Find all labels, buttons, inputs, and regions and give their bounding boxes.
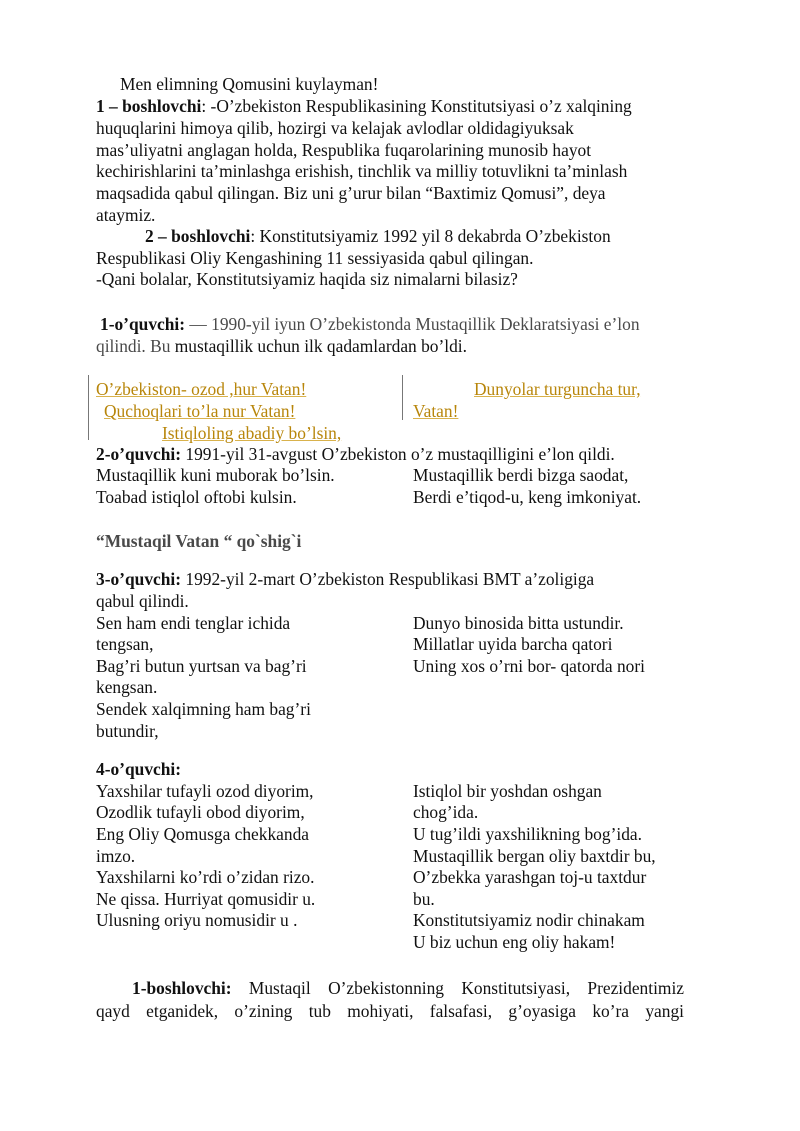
poem-line: Bag’ri butun yurtsan va bag’ri: [96, 656, 307, 676]
poem-line: Ulusning oriyu nomusidir u .: [96, 910, 298, 930]
poem-line: Dunyo binosida bitta ustundir.: [413, 613, 624, 633]
paragraph-line: 1-o’quvchi: — 1990-yil iyun O’zbekistonda Mustaqillik Deklaratsiyasi e’lon: [100, 314, 640, 334]
poem-line: U biz uchun eng oliy hakam!: [413, 932, 616, 952]
poem-line: Yaxshilarni ko’rdi o’zidan rizo.: [96, 867, 315, 887]
poem-line: Istiqloling abadiy bo’lsin,: [162, 423, 342, 443]
poem-line: imzo.: [96, 846, 136, 866]
poem-line: Dunyolar turguncha tur,: [474, 379, 641, 399]
poem-line: Sendek xalqimning ham bag’ri: [96, 699, 311, 719]
poem-border: [402, 375, 403, 420]
poem-line: Ne qissa. Hurriyat qomusidir u.: [96, 889, 316, 909]
poem-line: Toabad istiqlol oftobi kulsin.: [96, 487, 297, 507]
paragraph-line: Respublikasi Oliy Kengashining 11 sessiyasida qabul qilingan.: [96, 248, 534, 268]
poem-border: [88, 375, 89, 440]
paragraph-line: huquqlarini himoya qilib, hozirgi va kelajak avlodlar oldidagiyuksak: [96, 118, 574, 138]
poem-line: Eng Oliy Qomusga chekkanda: [96, 824, 309, 844]
poem-line: Ozodlik tufayli obod diyorim,: [96, 802, 305, 822]
poem-line: Mustaqillik bergan oliy baxtdir bu,: [413, 846, 656, 866]
paragraph-line: mas’uliyatni anglagan holda, Respublika fuqarolarining munosib hayot: [96, 140, 592, 160]
paragraph-line: qayd etganidek, o’zining tub mohiyati, falsafasi, g’oyasiga ko’ra yangi: [96, 1001, 684, 1021]
speaker-label: 1-o’quvchi:: [100, 314, 186, 334]
speaker-label: 3-o’quvchi:: [96, 569, 182, 589]
paragraph-line: qilindi. Bu mustaqillik uchun ilk qadamlardan bo’ldi.: [96, 336, 467, 356]
poem-line: Berdi e’tiqod-u, keng imkoniyat.: [413, 487, 642, 507]
question-line: -Qani bolalar, Konstitutsiyamiz haqida siz nimalarni bilasiz?: [96, 269, 518, 289]
speaker-label: 4-o’quvchi:: [96, 759, 182, 779]
poem-line: Sen ham endi tenglar ichida: [96, 613, 291, 633]
poem-line: U tug’ildi yaxshilikning bog’ida.: [413, 824, 642, 844]
poem-line: chog’ida.: [413, 802, 479, 822]
speaker-label: 1 – boshlovchi: [96, 96, 202, 116]
poem-line: Mustaqillik berdi bizga saodat,: [413, 465, 629, 485]
intro-line: Men elimning Qomusini kuylayman!: [120, 74, 379, 94]
paragraph-line: 3-o’quvchi: 1992-yil 2-mart O’zbekiston Respublikasi BMT a’zoligiga: [96, 569, 595, 589]
poem-line: Vatan!: [413, 401, 459, 421]
paragraph-line: kechirishlarini ta’minlashga erishish, tinchlik va milliy totuvlikni ta’minlash: [96, 161, 628, 181]
poem-line: Uning xos o’rni bor- qatorda nori: [413, 656, 645, 676]
paragraph-line: 2-o’quvchi: 1991-yil 31-avgust O’zbekiston o’z mustaqilligini e’lon qildi.: [96, 444, 615, 464]
poem-line: Millatlar uyida barcha qatori: [413, 634, 613, 654]
poem-line: O’zbekka yarashgan toj-u taxtdur: [413, 867, 647, 887]
poem-line: Quchoqlari to’la nur Vatan!: [104, 401, 296, 421]
poem-line: butundir,: [96, 721, 159, 741]
poem-line: Yaxshilar tufayli ozod diyorim,: [96, 781, 314, 801]
poem-line: bu.: [413, 889, 435, 909]
paragraph-line: 2 – boshlovchi: Konstitutsiyamiz 1992 yil 8 dekabrda O’zbekiston: [145, 226, 611, 246]
paragraph-line: qabul qilindi.: [96, 591, 189, 611]
song-title: “Mustaqil Vatan “ qo`shig`i: [96, 531, 302, 551]
poem-line: tengsan,: [96, 634, 154, 654]
paragraph-line: ataymiz.: [96, 205, 156, 225]
speaker-label: 2-o’quvchi:: [96, 444, 182, 464]
speaker-label: 1-boshlovchi:: [132, 978, 232, 998]
paragraph-line: maqsadida qabul qilingan. Biz uni g’urur bilan “Baxtimiz Qomusi”, deya: [96, 183, 606, 203]
speaker-label: 2 – boshlovchi: [145, 226, 251, 246]
poem-line: O’zbekiston- ozod ,hur Vatan!: [96, 379, 307, 399]
poem-line: Istiqlol bir yoshdan oshgan: [413, 781, 602, 801]
poem-line: Mustaqillik kuni muborak bo’lsin.: [96, 465, 335, 485]
poem-line: kengsan.: [96, 677, 158, 697]
poem-line: Konstitutsiyamiz nodir chinakam: [413, 910, 645, 930]
paragraph-line: 1 – boshlovchi: -O’zbekiston Respublikasining Konstitutsiyasi o’z xalqining: [96, 96, 632, 116]
paragraph-line: 1-boshlovchi: Mustaqil O’zbekistonning Konstitutsiyasi, Prezidentimiz: [132, 978, 684, 998]
